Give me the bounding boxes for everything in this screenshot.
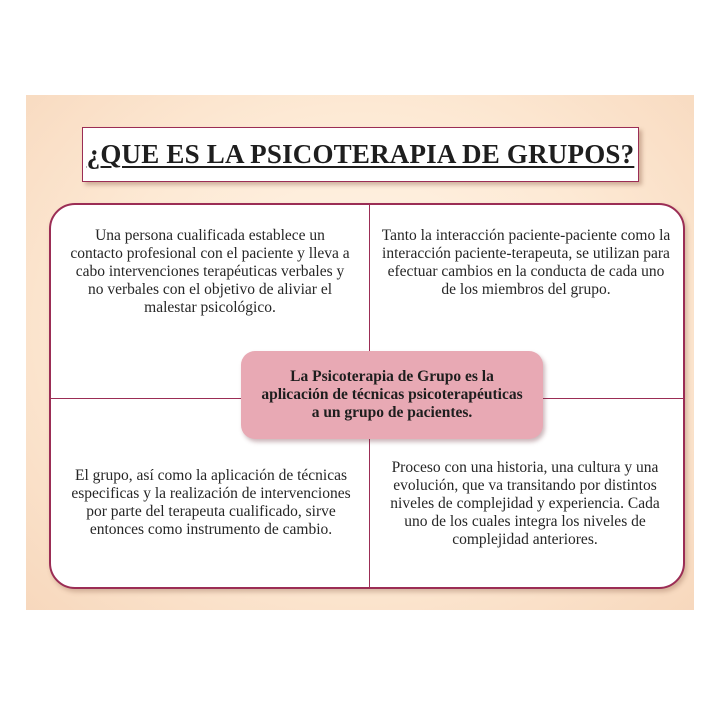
quadrant-bottom-right: Proceso con una historia, una cultura y una evolución, que va transitando por distintos niveles de complejidad y experiencia. Cada uno de los cuales integra los niveles de complejidad anteriores.	[390, 459, 660, 548]
title-box	[82, 127, 639, 182]
content-card	[49, 203, 685, 589]
center-definition-box	[241, 351, 543, 439]
center-definition-text: La Psicoterapia de Grupo es la aplicación de técnicas psicoterapéuticas a un grupo de pacientes.	[261, 368, 523, 421]
quadrant-top-right: Tanto la interacción paciente-paciente como la interacción paciente-terapeuta, se utilizan para efectuar cambios en la conducta de cada uno de los miembros del grupo.	[381, 227, 671, 298]
slide	[26, 95, 694, 610]
quadrant-bottom-left: El grupo, así como la aplicación de técnicas especificas y la realización de intervenciones por parte del terapeuta cualificado, sirve entonces como instrumento de cambio.	[71, 467, 351, 538]
slide-title: ¿QUE ES LA PSICOTERAPIA DE GRUPOS?	[86, 139, 635, 169]
quadrant-top-left: Una persona cualificada establece un contacto profesional con el paciente y lleva a cabo intervenciones terapéuticas verbales y no verbales con el objetivo de aliviar el malestar psicológico.	[70, 227, 350, 316]
